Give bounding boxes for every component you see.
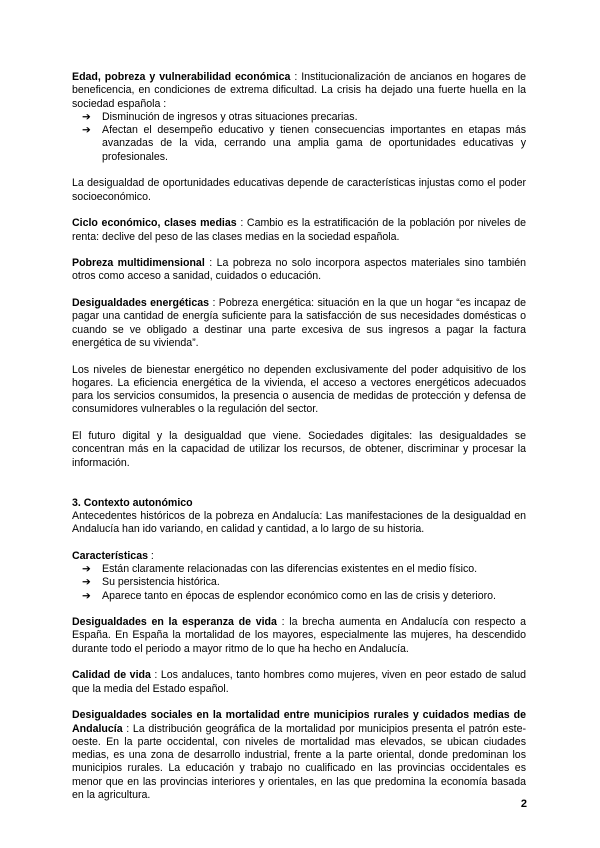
section-desigualdades-energeticas (72, 297, 526, 350)
section-heading: Desigualdades en la esperanza de vida (72, 616, 277, 629)
bullet-list-caracteristicas (72, 563, 526, 603)
list-item: ➔ Su persistencia histórica. (82, 576, 220, 589)
paragraph-futuro-digital: El futuro digital y la desigualdad que viene. Sociedades digitales: las desigualdades se concentran más en la capacidad de utilizar los recursos, de obtener, discriminar y procesar la información. (72, 430, 526, 469)
section-heading: Características (72, 549, 148, 562)
section-calidad-de-vida (72, 669, 526, 696)
arrow-bullet-icon: ➔ (82, 124, 91, 137)
section-title-contexto-autonomico: 3. Contexto autonómico (72, 496, 193, 509)
list-item: ➔ Disminución de ingresos y otras situaciones precarias. (82, 110, 358, 123)
document-body (72, 71, 526, 816)
section-text: : Los andaluces, tanto hombres como mujeres, viven en peor estado de salud que la media del Estado español. (72, 669, 526, 695)
list-item: ➔ Aparece tanto en épocas de esplendor económico como en las de crisis y deterioro. (82, 589, 496, 602)
arrow-bullet-icon: ➔ (82, 562, 91, 575)
section-caracteristicas: Características : (72, 549, 154, 562)
section-pobreza-multidimensional (72, 257, 526, 284)
section-heading: Edad, pobreza y vulnerabilidad económica (72, 71, 291, 83)
paragraph-desigualdad-educativa: La desigualdad de oportunidades educativas depende de características injustas como el poder socioeconómico. (72, 177, 526, 203)
section-heading: Pobreza multidimensional (72, 257, 205, 270)
section-text: : Pobreza energética: situación en la que un hogar “es incapaz de pagar una cantidad de energía suficiente para la satisfacción de sus necesidades domésticas o cuando se ve obligado a destinar una parte excesiva de sus ingresos a pagar la factura energética de su vivienda”. (72, 297, 526, 349)
paragraph-bienestar-energetico: Los niveles de bienestar energético no dependen exclusivamente del poder adquisitivo de los hogares. La eficiencia energética de la vivienda, el acceso a vectores energéticos adecuados para los servicios consumidos, la presencia o ausencia de medidas de protección y defensa de consumidores vulnerables o la regulación del sector. (72, 363, 526, 416)
bullet-list-edad (72, 111, 526, 164)
arrow-bullet-icon: ➔ (82, 576, 91, 589)
section-heading: Ciclo económico, clases medias (72, 217, 237, 230)
section-mortalidad-municipios (72, 709, 526, 802)
section-ciclo-economico (72, 217, 526, 244)
list-item: ➔ Afectan el desempeño educativo y tienen consecuencias importantes en etapas más avanzadas de la vida, cerrando una amplia gama de oportunidades educativas y profesionales. (82, 124, 526, 163)
list-item: ➔ Están claramente relacionadas con las diferencias existentes en el medio físico. (82, 562, 478, 575)
section-esperanza-de-vida (72, 616, 526, 656)
arrow-bullet-icon: ➔ (82, 110, 91, 123)
section-heading: Calidad de vida (72, 669, 151, 682)
paragraph-antecedentes: Antecedentes históricos de la pobreza en Andalucía: Las manifestaciones de la desigualdad en Andalucía han ido variando, en calidad y cantidad, a lo largo de su historia. (72, 509, 526, 536)
section-heading: Desigualdades energéticas (72, 297, 210, 310)
arrow-bullet-icon: ➔ (82, 589, 91, 602)
section-text: : La pobreza no solo incorpora aspectos materiales sino también otros como acceso a sanidad, cuidados o educación. (72, 257, 526, 283)
page-number: 2 (520, 798, 527, 810)
section-text: : la brecha aumenta en Andalucía con respecto a España. En España la mortalidad de los mayores, especialmente las mujeres, ha descendido durante todo el periodo a mayor ritmo de lo que ha hecho en Andalucía. (72, 616, 526, 655)
section-text: : Institucionalización de ancianos en hogares de beneficencia, en condiciones de extrema dificultad. La crisis ha dejado una fuerte huella en la sociedad española : (72, 71, 526, 110)
section-text: : La distribución geográfica de la mortalidad por municipios presenta el patrón este-oeste. En la parte occidental, con niveles de mortalidad mas elevados, se ubican ciudades medias, es una zona de desarrollo industrial, frente a la parte oriental, donde predominan los municipios rurales. La educación y trabajo no cualificado en las provincias occidentales es menor que en las provincias interiores y orientales, en las que predomina la economía basada en la agricultura. (72, 722, 526, 802)
section-edad-pobreza (72, 71, 526, 111)
spacer (72, 483, 526, 496)
section-text: : Cambio es la estratificación de la población por niveles de renta: declive del peso de las clases medias en la sociedad española. (72, 217, 526, 243)
section-heading: Desigualdades sociales en la mortalidad entre municipios rurales y cuidados medias de Andalucía (72, 709, 526, 735)
